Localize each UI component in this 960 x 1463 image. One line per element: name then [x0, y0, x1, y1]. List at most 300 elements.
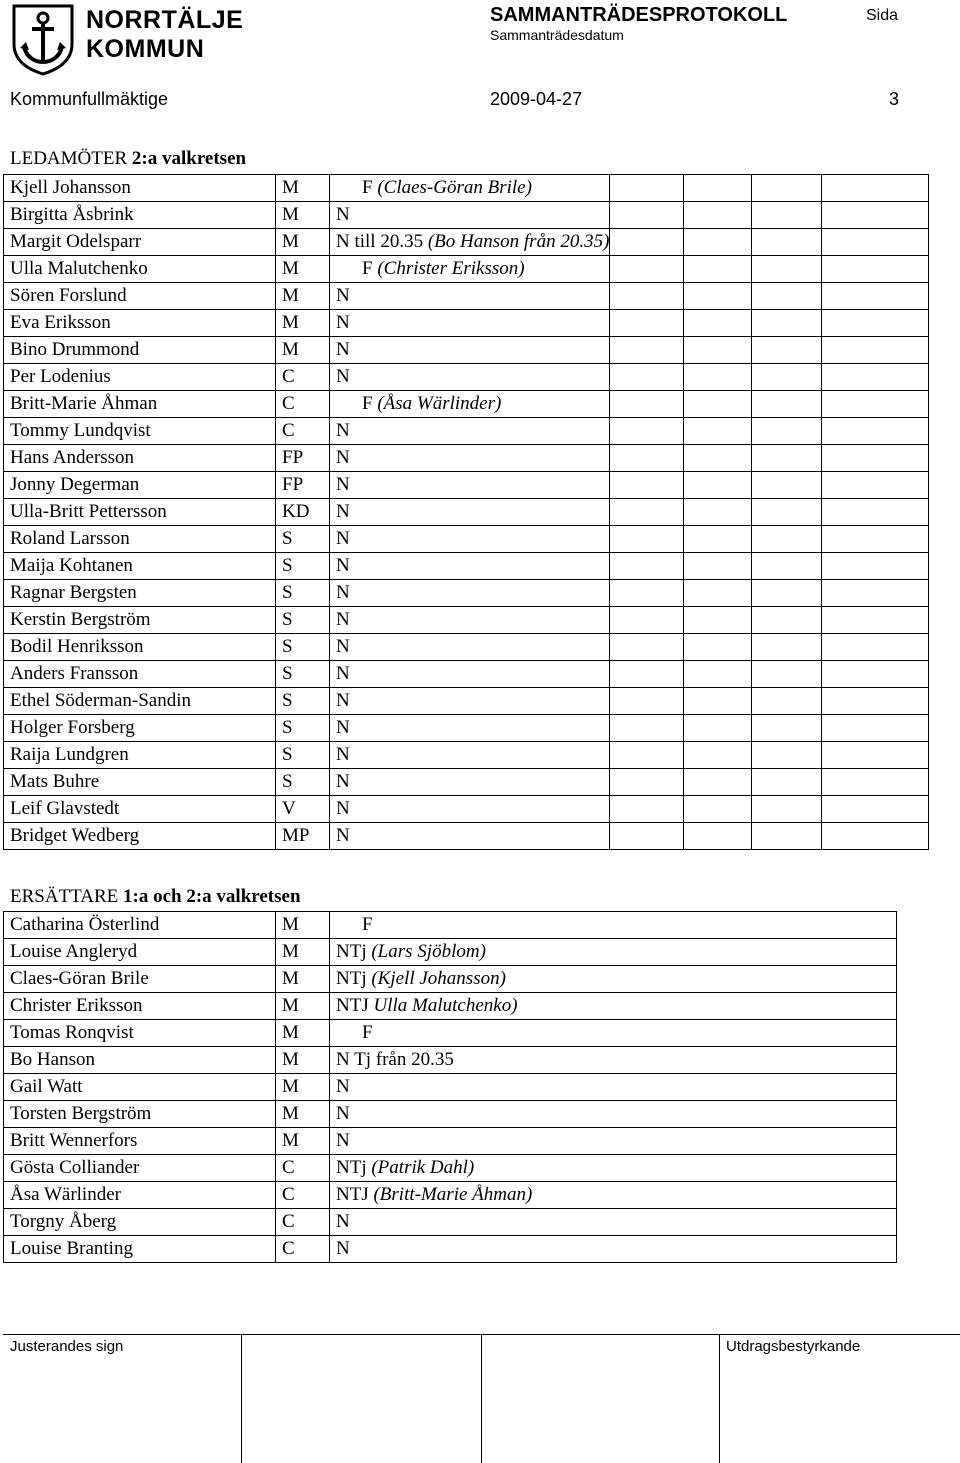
member-name: Maija Kohtanen [4, 553, 276, 580]
empty-cell [610, 418, 684, 445]
party-code: M [276, 912, 330, 939]
empty-cell [610, 715, 684, 742]
page-label: Sida [866, 7, 899, 24]
empty-cell [752, 418, 822, 445]
empty-cell [610, 202, 684, 229]
attendance-status: F [362, 258, 373, 279]
empty-cell [752, 175, 822, 202]
empty-cell [610, 310, 684, 337]
attendance-status-cell [330, 715, 610, 742]
empty-cell [752, 445, 822, 472]
empty-cell [822, 418, 929, 445]
attendance-status-cell [330, 1155, 897, 1182]
member-name: Eva Eriksson [4, 310, 276, 337]
committee-name: Kommunfullmäktige [10, 89, 169, 109]
attendance-status: N [336, 1211, 350, 1232]
member-name: Margit Odelsparr [4, 229, 276, 256]
table-row [4, 391, 929, 418]
party-code: M [276, 229, 330, 256]
empty-cell [610, 661, 684, 688]
table-row [4, 1182, 897, 1209]
empty-cell [822, 607, 929, 634]
party-code: S [276, 553, 330, 580]
attendance-status-cell [330, 364, 610, 391]
party-code: M [276, 202, 330, 229]
members-table [3, 174, 929, 850]
table-row [4, 1236, 897, 1263]
attendance-status: N [336, 555, 350, 576]
table-row [4, 1128, 897, 1155]
member-name: Kerstin Bergström [4, 607, 276, 634]
table-row [4, 472, 929, 499]
attendance-status-cell [330, 256, 610, 283]
empty-cell [822, 229, 929, 256]
member-name: Britt Wennerfors [4, 1128, 276, 1155]
party-code: M [276, 939, 330, 966]
empty-cell [684, 175, 752, 202]
empty-cell [684, 283, 752, 310]
empty-cell [684, 796, 752, 823]
attendance-status: N [336, 312, 350, 333]
attendance-status-cell [330, 310, 610, 337]
attendance-status-cell [330, 283, 610, 310]
party-code: FP [276, 445, 330, 472]
replacement-note: (Bo Hanson från 20.35) [427, 231, 610, 252]
attendance-status-cell [330, 472, 610, 499]
party-code: M [276, 1047, 330, 1074]
empty-cell [822, 796, 929, 823]
table-row [4, 688, 929, 715]
member-name: Gösta Colliander [4, 1155, 276, 1182]
member-name: Sören Forslund [4, 283, 276, 310]
empty-cell [684, 580, 752, 607]
empty-cell [822, 661, 929, 688]
empty-cell [684, 337, 752, 364]
replacement-note: (Lars Sjöblom) [371, 941, 486, 962]
empty-cell [610, 283, 684, 310]
table-row [4, 256, 929, 283]
empty-cell [684, 391, 752, 418]
attendance-status: N [336, 1130, 350, 1151]
table-row [4, 1209, 897, 1236]
table-row [4, 634, 929, 661]
member-name: Bridget Wedberg [4, 823, 276, 850]
empty-cell [610, 688, 684, 715]
empty-cell [684, 229, 752, 256]
empty-cell [752, 337, 822, 364]
empty-cell [610, 256, 684, 283]
attendance-status-cell [330, 445, 610, 472]
empty-cell [752, 769, 822, 796]
empty-cell [822, 688, 929, 715]
table-row [4, 364, 929, 391]
empty-cell [822, 553, 929, 580]
empty-cell [610, 499, 684, 526]
table-row [4, 553, 929, 580]
party-code: M [276, 337, 330, 364]
empty-cell [684, 661, 752, 688]
attendance-status-cell [330, 796, 610, 823]
meeting-date: 2009-04-27 [490, 89, 583, 109]
empty-cell [610, 607, 684, 634]
member-name: Tomas Ronqvist [4, 1020, 276, 1047]
party-code: S [276, 688, 330, 715]
attendance-status: N till 20.35 [336, 231, 424, 252]
empty-cell [822, 391, 929, 418]
party-code: M [276, 283, 330, 310]
replacement-note: (Christer Eriksson) [377, 258, 525, 279]
attendance-status: N [336, 1076, 350, 1097]
attendance-status-cell [330, 1128, 897, 1155]
attendance-status-cell [330, 939, 897, 966]
replacement-note: (Kjell Johansson) [371, 968, 506, 989]
member-name: Birgitta Åsbrink [4, 202, 276, 229]
table-row [4, 823, 929, 850]
table-row [4, 445, 929, 472]
empty-cell [752, 688, 822, 715]
empty-cell [822, 472, 929, 499]
empty-cell [752, 472, 822, 499]
attendance-status: N [336, 582, 350, 603]
empty-cell [684, 823, 752, 850]
table-row [4, 1020, 897, 1047]
empty-cell [752, 661, 822, 688]
member-name: Britt-Marie Åhman [4, 391, 276, 418]
table-row [4, 607, 929, 634]
party-code: FP [276, 472, 330, 499]
section-title-substitutes [10, 886, 301, 908]
party-code: M [276, 310, 330, 337]
empty-cell [752, 202, 822, 229]
attendance-status-cell [330, 391, 610, 418]
empty-cell [822, 634, 929, 661]
attendance-status: N [336, 690, 350, 711]
attendance-status-cell [330, 1101, 897, 1128]
attendance-status-cell [330, 175, 610, 202]
attendance-status-cell [330, 229, 610, 256]
org-name-line1: NORRTÄLJE [86, 6, 244, 34]
member-name: Ethel Söderman-Sandin [4, 688, 276, 715]
empty-cell [684, 607, 752, 634]
document-type: SAMMANTRÄDESPROTOKOLL [490, 4, 788, 26]
empty-cell [752, 283, 822, 310]
empty-cell [752, 796, 822, 823]
replacement-note: Ulla Malutchenko) [373, 995, 518, 1016]
attendance-status: F [362, 177, 373, 198]
empty-cell [610, 742, 684, 769]
empty-cell [610, 364, 684, 391]
empty-cell [684, 499, 752, 526]
party-code: S [276, 580, 330, 607]
attendance-status-cell [330, 418, 610, 445]
empty-cell [822, 337, 929, 364]
party-code: M [276, 1128, 330, 1155]
member-name: Louise Angleryd [4, 939, 276, 966]
member-name: Hans Andersson [4, 445, 276, 472]
empty-cell [822, 175, 929, 202]
party-code: S [276, 634, 330, 661]
empty-cell [610, 391, 684, 418]
table-row [4, 769, 929, 796]
party-code: S [276, 661, 330, 688]
table-row [4, 499, 929, 526]
empty-cell [684, 445, 752, 472]
empty-cell [752, 823, 822, 850]
empty-cell [752, 742, 822, 769]
footer-column-divider [719, 1334, 720, 1463]
attendance-status: N [336, 636, 350, 657]
party-code: V [276, 796, 330, 823]
member-name: Holger Forsberg [4, 715, 276, 742]
empty-cell [752, 256, 822, 283]
attendance-status: N [336, 663, 350, 684]
party-code: S [276, 715, 330, 742]
section-title-prefix: LEDAMÖTER [10, 148, 132, 169]
municipality-crest-logo [10, 4, 76, 76]
empty-cell [822, 499, 929, 526]
party-code: C [276, 1182, 330, 1209]
table-row [4, 229, 929, 256]
empty-cell [822, 742, 929, 769]
attendance-status-cell [330, 499, 610, 526]
attendance-status: N [336, 744, 350, 765]
table-row [4, 796, 929, 823]
page-number: 3 [889, 89, 900, 109]
substitutes-table [3, 911, 897, 1263]
member-name: Ulla Malutchenko [4, 256, 276, 283]
empty-cell [822, 715, 929, 742]
attendance-status-cell [330, 1074, 897, 1101]
member-name: Catharina Österlind [4, 912, 276, 939]
extract-certification-label: Utdragsbestyrkande [726, 1338, 861, 1355]
empty-cell [610, 445, 684, 472]
party-code: M [276, 1101, 330, 1128]
attendance-status: NTj [336, 1157, 367, 1178]
party-code: MP [276, 823, 330, 850]
table-row [4, 715, 929, 742]
empty-cell [610, 796, 684, 823]
empty-cell [752, 553, 822, 580]
table-row [4, 966, 897, 993]
empty-cell [752, 526, 822, 553]
empty-cell [752, 580, 822, 607]
attendance-status: N [336, 1103, 350, 1124]
member-name: Jonny Degerman [4, 472, 276, 499]
attendance-status: N [336, 798, 350, 819]
empty-cell [752, 364, 822, 391]
section-title-bold: 2:a valkretsen [131, 148, 247, 169]
empty-cell [684, 526, 752, 553]
attendance-status: NTJ [336, 1184, 369, 1205]
empty-cell [822, 310, 929, 337]
party-code: KD [276, 499, 330, 526]
table-row [4, 742, 929, 769]
attendance-status-cell [330, 1020, 897, 1047]
party-code: M [276, 993, 330, 1020]
attendance-status: N [336, 717, 350, 738]
attendance-status-cell [330, 1236, 897, 1263]
empty-cell [752, 310, 822, 337]
table-row [4, 283, 929, 310]
table-row [4, 661, 929, 688]
attendance-status-cell [330, 634, 610, 661]
empty-cell [610, 634, 684, 661]
attendance-status-cell [330, 580, 610, 607]
attendance-status: N [336, 204, 350, 225]
party-code: C [276, 418, 330, 445]
empty-cell [610, 229, 684, 256]
party-code: M [276, 256, 330, 283]
replacement-note: (Åsa Wärlinder) [377, 393, 502, 414]
attendance-status: N [336, 366, 350, 387]
attendance-status-cell [330, 769, 610, 796]
empty-cell [752, 391, 822, 418]
member-name: Bodil Henriksson [4, 634, 276, 661]
table-row [4, 939, 897, 966]
attendance-status-cell [330, 742, 610, 769]
empty-cell [684, 256, 752, 283]
section-title-bold: 1:a och 2:a valkretsen [123, 886, 301, 907]
member-name: Roland Larsson [4, 526, 276, 553]
attendance-status-cell [330, 688, 610, 715]
empty-cell [822, 526, 929, 553]
replacement-note: (Patrik Dahl) [371, 1157, 475, 1178]
attendance-status-cell [330, 202, 610, 229]
attendance-status: N [336, 528, 350, 549]
member-name: Bino Drummond [4, 337, 276, 364]
attendance-status: N [336, 339, 350, 360]
attendance-status-cell [330, 1182, 897, 1209]
party-code: S [276, 526, 330, 553]
attendance-status-cell [330, 823, 610, 850]
table-row [4, 1047, 897, 1074]
attendance-status: N [336, 1238, 350, 1259]
empty-cell [822, 823, 929, 850]
empty-cell [752, 715, 822, 742]
attendance-status: N [336, 609, 350, 630]
empty-cell [610, 580, 684, 607]
empty-cell [822, 283, 929, 310]
party-code: C [276, 1236, 330, 1263]
attendance-status-cell [330, 993, 897, 1020]
member-name: Gail Watt [4, 1074, 276, 1101]
attendance-status-cell [330, 607, 610, 634]
organization-name [86, 6, 243, 64]
empty-cell [610, 823, 684, 850]
empty-cell [684, 418, 752, 445]
table-row [4, 310, 929, 337]
empty-cell [610, 769, 684, 796]
member-name: Ulla-Britt Pettersson [4, 499, 276, 526]
attendance-status: N [336, 285, 350, 306]
footer-column-divider [241, 1334, 242, 1463]
table-row [4, 202, 929, 229]
footer [0, 1334, 960, 1463]
member-name: Anders Fransson [4, 661, 276, 688]
party-code: S [276, 742, 330, 769]
table-row [4, 993, 897, 1020]
attendance-status-cell [330, 1047, 897, 1074]
empty-cell [684, 553, 752, 580]
replacement-note: (Britt-Marie Åhman) [373, 1184, 533, 1205]
empty-cell [684, 742, 752, 769]
attendance-status-cell [330, 553, 610, 580]
empty-cell [822, 364, 929, 391]
footer-column-divider [481, 1334, 482, 1463]
party-code: M [276, 175, 330, 202]
empty-cell [610, 526, 684, 553]
table-row [4, 1101, 897, 1128]
empty-cell [822, 769, 929, 796]
attendance-status-cell [330, 337, 610, 364]
empty-cell [684, 364, 752, 391]
attendance-status: N [336, 447, 350, 468]
attendance-status: N [336, 420, 350, 441]
empty-cell [684, 634, 752, 661]
empty-cell [684, 202, 752, 229]
empty-cell [752, 607, 822, 634]
meeting-date-label: Sammanträdesdatum [490, 27, 624, 43]
org-name-line2: KOMMUN [86, 35, 205, 63]
attendance-status: NTj [336, 941, 367, 962]
attendance-status: F [362, 1022, 373, 1043]
member-name: Ragnar Bergsten [4, 580, 276, 607]
attendance-status: N [336, 501, 350, 522]
attendance-status-cell [330, 912, 897, 939]
replacement-note: (Claes-Göran Brile) [377, 177, 532, 198]
table-row [4, 175, 929, 202]
member-name: Christer Eriksson [4, 993, 276, 1020]
empty-cell [684, 310, 752, 337]
attendance-status-cell [330, 526, 610, 553]
empty-cell [684, 472, 752, 499]
section-title-members [10, 148, 246, 170]
empty-cell [684, 715, 752, 742]
empty-cell [822, 580, 929, 607]
empty-cell [610, 553, 684, 580]
attendance-status: F [362, 914, 373, 935]
member-name: Kjell Johansson [4, 175, 276, 202]
member-name: Åsa Wärlinder [4, 1182, 276, 1209]
party-code: M [276, 1074, 330, 1101]
attendance-status-cell [330, 661, 610, 688]
empty-cell [684, 688, 752, 715]
party-code: M [276, 966, 330, 993]
member-name: Raija Lundgren [4, 742, 276, 769]
member-name: Louise Branting [4, 1236, 276, 1263]
party-code: S [276, 769, 330, 796]
member-name: Mats Buhre [4, 769, 276, 796]
attendance-status: NTJ [336, 995, 369, 1016]
table-row [4, 912, 897, 939]
party-code: C [276, 1155, 330, 1182]
table-row [4, 1155, 897, 1182]
attendance-status: F [362, 393, 373, 414]
party-code: C [276, 364, 330, 391]
table-row [4, 580, 929, 607]
signature-label: Justerandes sign [10, 1338, 124, 1355]
member-name: Per Lodenius [4, 364, 276, 391]
empty-cell [684, 769, 752, 796]
empty-cell [610, 175, 684, 202]
empty-cell [752, 229, 822, 256]
party-code: M [276, 1020, 330, 1047]
member-name: Leif Glavstedt [4, 796, 276, 823]
table-row [4, 526, 929, 553]
party-code: C [276, 1209, 330, 1236]
attendance-status: N [336, 771, 350, 792]
table-row [4, 418, 929, 445]
